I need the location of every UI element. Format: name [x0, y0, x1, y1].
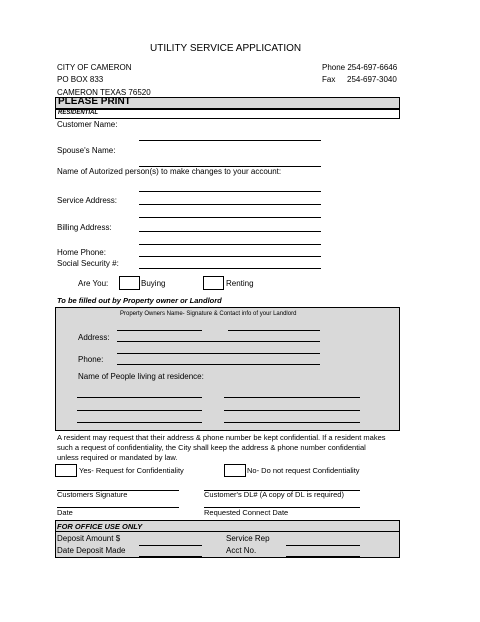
landlord-phone-label: Phone:: [78, 355, 104, 364]
date-label: Date: [57, 508, 73, 517]
date-line[interactable]: [57, 507, 179, 508]
billing-address-line-1[interactable]: [139, 231, 321, 232]
customer-name-line[interactable]: [139, 140, 321, 141]
city-name: CITY OF CAMERON: [57, 63, 132, 72]
buying-label: Buying: [141, 279, 166, 288]
customer-name-label: Customer Name:: [57, 120, 118, 129]
landlord-address-line-1[interactable]: [117, 341, 320, 342]
landlord-address-label: Address:: [78, 333, 110, 342]
renting-checkbox[interactable]: [203, 276, 224, 290]
authorized-label: Name of Autorized person(s) to make changes to your account:: [57, 167, 282, 176]
people-label: Name of People living at residence:: [78, 372, 204, 381]
landlord-phone-line[interactable]: [117, 364, 320, 365]
please-print-label: PLEASE PRINT: [58, 96, 131, 107]
acct-no-label: Acct No.: [226, 546, 257, 555]
confidential-yes-checkbox[interactable]: [55, 464, 77, 477]
date-deposit-line[interactable]: [139, 556, 202, 557]
landlord-subheading: Property Owners Name- Signature & Contact info of your Landlord: [120, 311, 297, 317]
ssn-line[interactable]: [139, 268, 321, 269]
authorized-line[interactable]: [139, 191, 321, 192]
service-address-line-2[interactable]: [139, 217, 321, 218]
acct-no-line[interactable]: [286, 556, 360, 557]
city-fax-label: Fax: [322, 75, 336, 84]
deposit-amount-label: Deposit Amount $: [57, 534, 121, 543]
home-phone-line[interactable]: [139, 256, 321, 257]
billing-address-line-2[interactable]: [139, 244, 321, 245]
service-rep-label: Service Rep: [226, 534, 270, 543]
date-deposit-label: Date Deposit Made: [57, 546, 126, 555]
people-line-3[interactable]: [77, 410, 202, 411]
people-line-4[interactable]: [224, 410, 360, 411]
buying-checkbox[interactable]: [119, 276, 140, 290]
landlord-address-line-2[interactable]: [117, 353, 320, 354]
office-heading: FOR OFFICE USE ONLY: [57, 522, 143, 531]
landlord-box: [55, 307, 400, 431]
residential-row: [55, 109, 400, 119]
home-phone-label: Home Phone:: [57, 248, 106, 257]
confidential-no-checkbox[interactable]: [224, 464, 246, 477]
landlord-heading: To be filled out by Property owner or Landlord: [57, 296, 222, 305]
city-pobox: PO BOX 833: [57, 75, 104, 84]
renting-label: Renting: [226, 279, 254, 288]
dl-label: Customer's DL# (A copy of DL is required): [204, 490, 344, 499]
people-line-6[interactable]: [224, 422, 360, 423]
page-title: UTILITY SERVICE APPLICATION: [150, 43, 302, 54]
residential-label: RESIDENTIAL: [58, 110, 99, 116]
city-phone: Phone 254-697-6646: [322, 63, 398, 72]
people-line-1[interactable]: [77, 397, 202, 398]
confidential-no-label: No- Do not request Confidentiality: [247, 466, 360, 475]
landlord-name-line[interactable]: [117, 330, 202, 331]
connect-date-label: Requested Connect Date: [204, 508, 289, 517]
confidential-yes-label: Yes- Request for Confidentiality: [79, 466, 184, 475]
city-fax-number: 254-697-3040: [347, 75, 397, 84]
are-you-label: Are You:: [78, 279, 109, 288]
service-address-line-1[interactable]: [139, 204, 321, 205]
confidential-text: A resident may request that their address & phone number be kept confidential. If a resident makes such a request of confidentiality, the City shall keep the address & phone number confidential unless required or mandated by law.: [57, 433, 386, 462]
ssn-label: Social Security #:: [57, 259, 119, 268]
landlord-signature-line[interactable]: [228, 330, 320, 331]
service-rep-line[interactable]: [286, 545, 360, 546]
spouse-name-label: Spouse's Name:: [57, 146, 116, 155]
customer-signature-label: Customers Signature: [57, 490, 128, 499]
deposit-amount-line[interactable]: [139, 545, 202, 546]
service-address-label: Service Address:: [57, 196, 118, 205]
people-line-5[interactable]: [77, 422, 202, 423]
city-citystate: CAMERON TEXAS 76520: [57, 88, 151, 97]
people-line-2[interactable]: [224, 397, 360, 398]
office-divider: [56, 531, 399, 532]
billing-address-label: Billing Address:: [57, 223, 112, 232]
